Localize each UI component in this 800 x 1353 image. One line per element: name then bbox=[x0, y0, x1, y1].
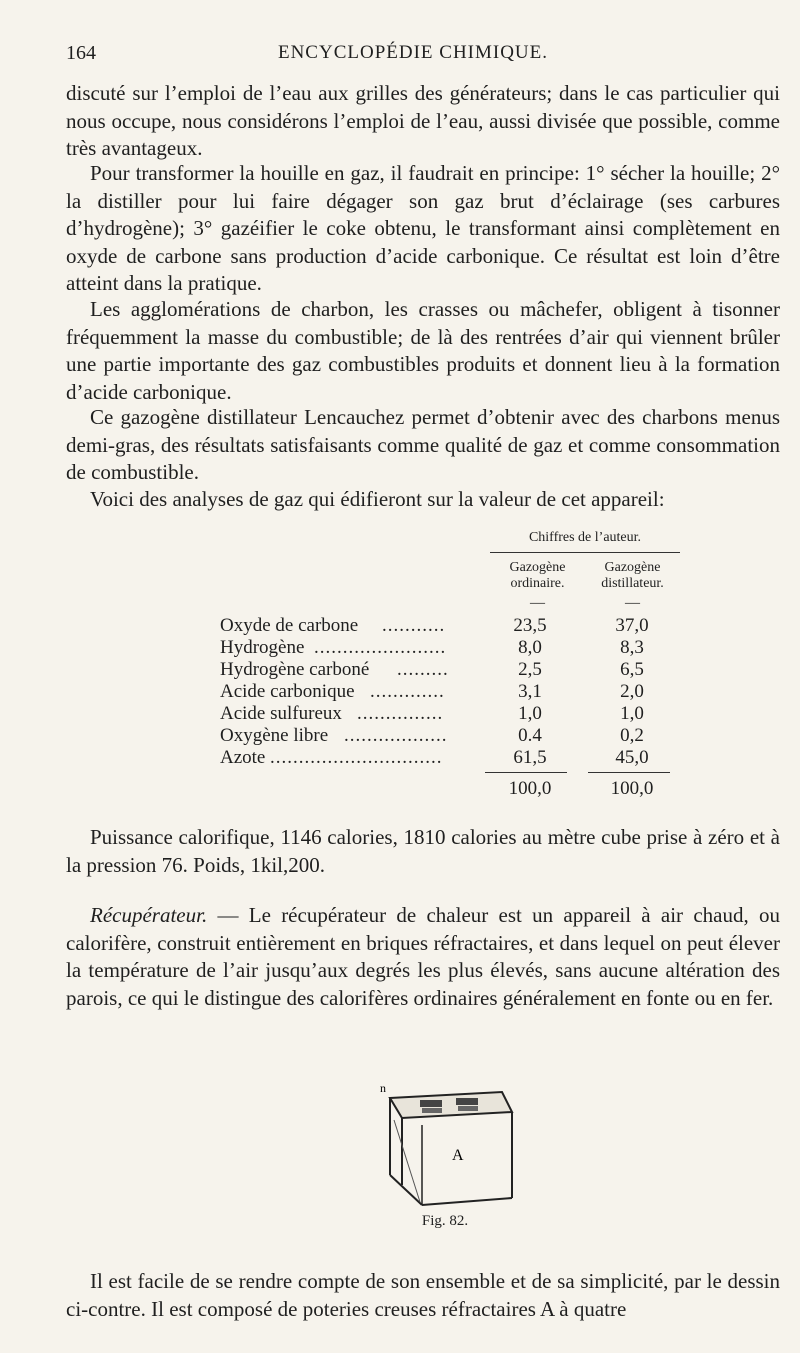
value-ordinaire: 8,0 bbox=[518, 637, 542, 658]
table-row bbox=[220, 681, 670, 701]
value-ordinaire: 2,5 bbox=[518, 659, 542, 680]
value-distillateur: 37,0 bbox=[615, 615, 649, 636]
total-distillateur: 100,0 bbox=[610, 778, 654, 799]
table-row bbox=[220, 703, 670, 723]
page-number: 164 bbox=[66, 42, 96, 64]
row-label: Oxygène libre bbox=[220, 725, 329, 746]
paragraph-4: Ce gazogène distillateur Lencauchez permet d’obtenir avec des charbons menus demi-gras, des résultats satisfaisants comme qualité de gaz et comme consommation de combustible. bbox=[66, 405, 780, 485]
paragraph-7 bbox=[66, 902, 780, 1012]
leader-dots: .............................. bbox=[270, 747, 443, 768]
total-ordinaire: 100,0 bbox=[508, 778, 552, 799]
column-dash: — bbox=[625, 595, 640, 611]
page-header bbox=[66, 42, 760, 70]
value-distillateur: 2,0 bbox=[620, 681, 644, 702]
row-label: Acide sulfureux bbox=[220, 703, 342, 724]
table-totals-row bbox=[220, 778, 670, 798]
leader-dots: ........... bbox=[382, 615, 446, 636]
value-distillateur: 6,5 bbox=[620, 659, 644, 680]
table-group-rule bbox=[490, 552, 680, 553]
total-rule bbox=[485, 772, 567, 773]
section-title-recuperateur: Récupérateur. bbox=[90, 903, 208, 927]
value-distillateur: 45,0 bbox=[615, 747, 649, 768]
column-dash: — bbox=[530, 595, 545, 611]
value-distillateur: 0,2 bbox=[620, 725, 644, 746]
column-header-ordinaire: Gazogène ordinaire. bbox=[509, 560, 566, 591]
table-row bbox=[220, 615, 670, 635]
row-label: Azote bbox=[220, 747, 266, 768]
figure-82 bbox=[372, 1080, 522, 1220]
column-header-distillateur: Gazogène distillateur. bbox=[601, 560, 664, 591]
row-label: Hydrogène bbox=[220, 637, 305, 658]
value-ordinaire: 61,5 bbox=[513, 747, 547, 768]
row-label: Hydrogène carboné bbox=[220, 659, 370, 680]
value-ordinaire: 3,1 bbox=[518, 681, 542, 702]
row-label: Acide carbonique bbox=[220, 681, 355, 702]
figure-label-n: n bbox=[380, 1081, 386, 1095]
value-distillateur: 1,0 bbox=[620, 703, 644, 724]
table-row bbox=[220, 747, 670, 767]
paragraph-7-text: — Le récupérateur de chaleur est un appareil à air chaud, ou calorifère, construit entièrement en briques réfractaires, et dans lequel on peut élever la température de l’air jusqu’aux degrés les plus élevés, sans aucune altération des parois, ce qui le distingue des calorifères ordinaires généralement en fonte ou en fer. bbox=[66, 903, 780, 1010]
paragraph-8: Il est facile de se rendre compte de son ensemble et de sa simplicité, par le dessin ci-contre. Il est composé de poteries creuses réfractaires A à quatre bbox=[66, 1269, 780, 1321]
value-distillateur: 8,3 bbox=[620, 637, 644, 658]
value-ordinaire: 0.4 bbox=[518, 725, 542, 746]
leader-dots: ............. bbox=[370, 681, 445, 702]
recuperateur-illustration bbox=[372, 1080, 522, 1215]
leader-dots: ............... bbox=[357, 703, 444, 724]
value-ordinaire: 23,5 bbox=[513, 615, 547, 636]
paragraph-1: discuté sur l’emploi de l’eau aux grilles des générateurs; dans le cas particulier qui nous occupe, nous considérons l’emploi de l’eau, aussi divisée que possible, comme très avantageux. bbox=[66, 81, 780, 161]
paragraph-3: Les agglomérations de charbon, les crasses ou mâchefer, obligent à tisonner fréquemment la masse du combustible; de là des rentrées d’air qui viennent brûler une partie importante des gaz combustibles produits et donnent lieu à la formation d’acide carbonique. bbox=[66, 297, 780, 404]
running-head: ENCYCLOPÉDIE CHIMIQUE. bbox=[277, 42, 549, 63]
value-ordinaire: 1,0 bbox=[518, 703, 542, 724]
leader-dots: .................. bbox=[344, 725, 448, 746]
paragraph-2: Pour transformer la houille en gaz, il faudrait en principe: 1° sécher la houille; 2° la distiller pour lui faire dégager son gaz brut d’éclairage (ses carbures d’hydrogène); 3° gazéifier le coke obtenu, le transformant ainsi complètement en oxyde de carbone sans production d’acide carbonique. Ce résultat est loin d’être atteint dans la pratique. bbox=[66, 161, 780, 296]
paragraph-6 bbox=[66, 824, 780, 879]
row-label: Oxyde de carbone bbox=[220, 615, 359, 636]
table-row bbox=[220, 637, 670, 657]
table-row bbox=[220, 725, 670, 745]
paragraph-6-text: Puissance calorifique, 1146 calories, 1810 calories au mètre cube prise à zéro et à la pression 76. Poids, 1kil,200. bbox=[66, 825, 780, 877]
paragraph-5: Voici des analyses de gaz qui édifieront sur la valeur de cet appareil: bbox=[90, 487, 665, 511]
figure-caption: Fig. 82. bbox=[421, 1213, 469, 1229]
total-rule bbox=[588, 772, 670, 773]
table-row bbox=[220, 659, 670, 679]
table-group-header: Chiffres de l’auteur. bbox=[528, 530, 642, 545]
figure-label-a: A bbox=[452, 1147, 464, 1164]
leader-dots: ......... bbox=[397, 659, 449, 680]
leader-dots: ....................... bbox=[314, 637, 447, 658]
